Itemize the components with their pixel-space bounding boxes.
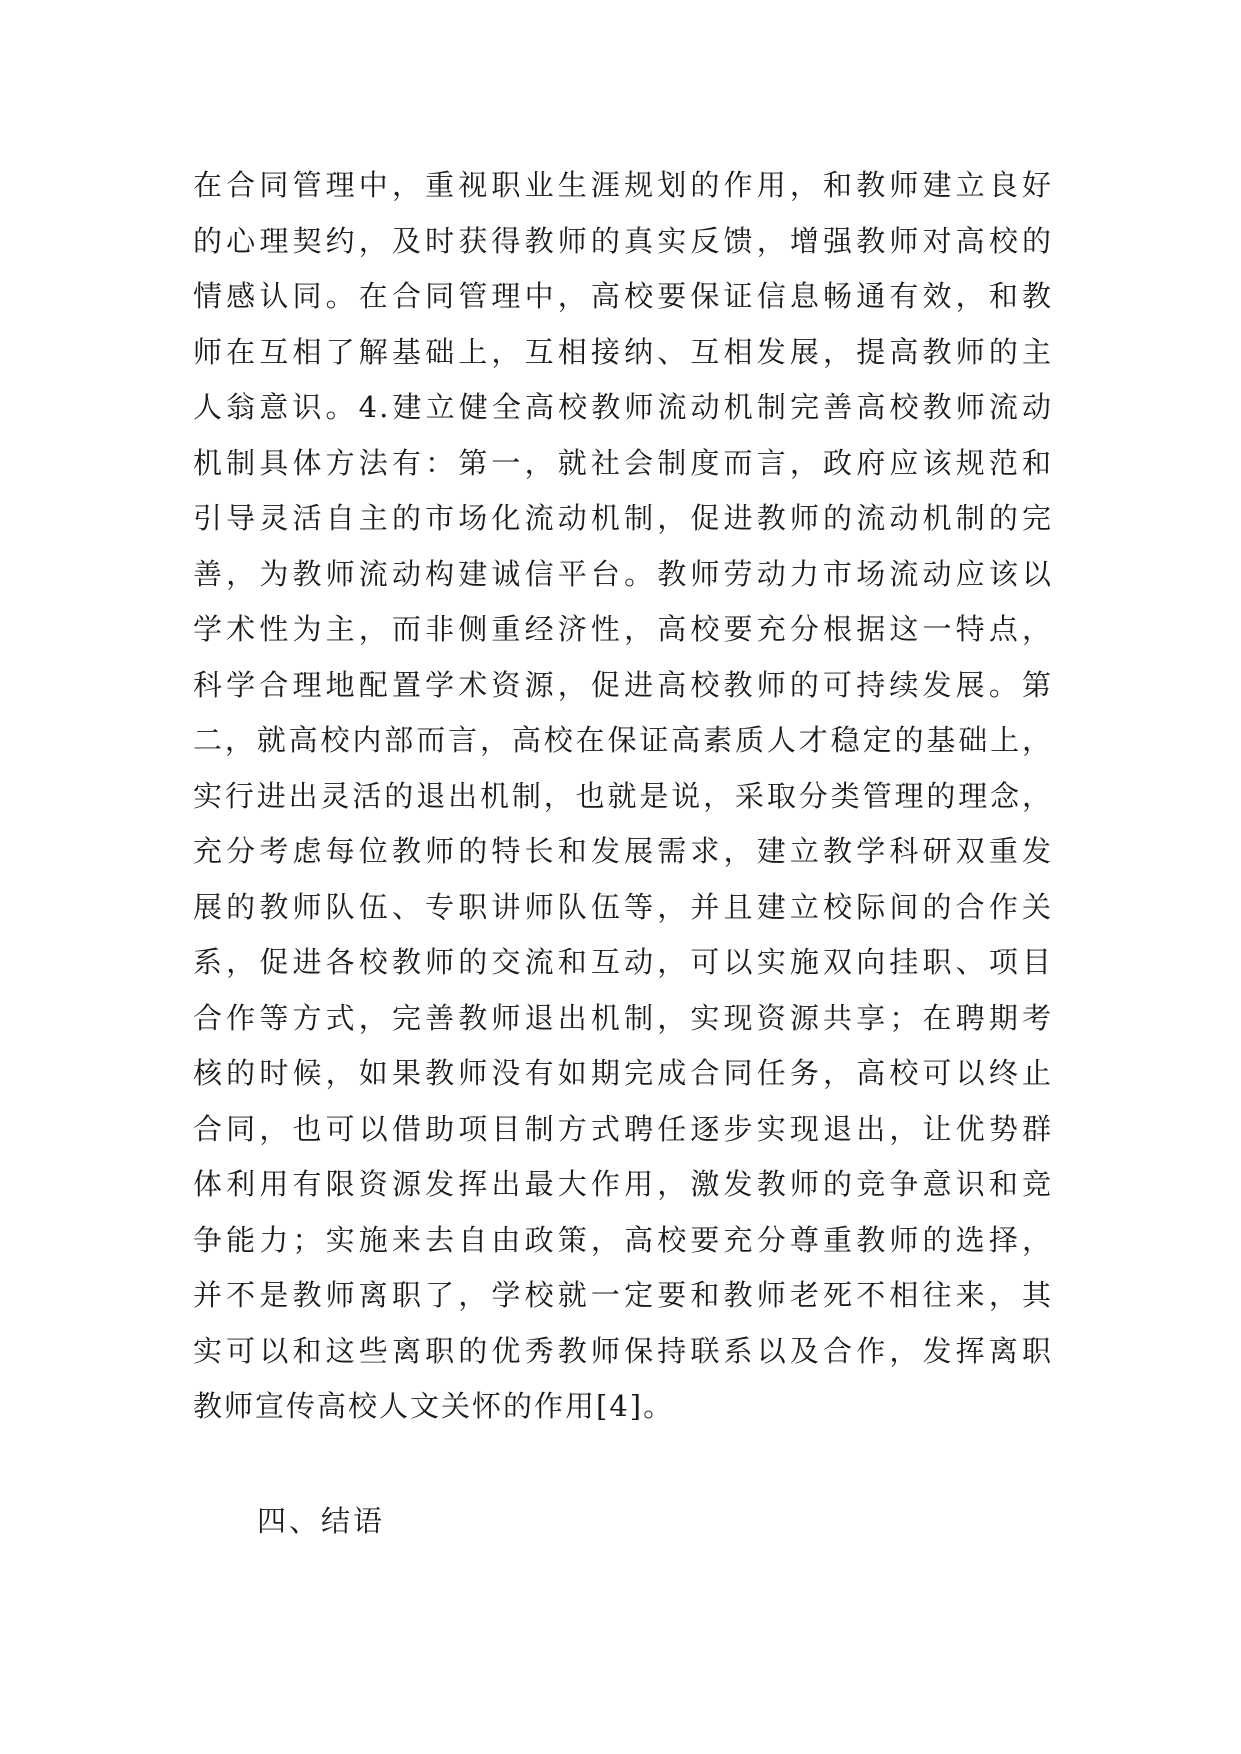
text-line: 并不是教师离职了，学校就一定要和教师老死不相往来，其 — [193, 1278, 1053, 1312]
text-line: 的心理契约，及时获得教师的真实反馈，增强教师对高校的 — [193, 223, 1053, 258]
text-line: 争能力；实施来去自由政策，高校要充分尊重教师的选择， — [193, 1222, 1053, 1257]
text-line: 情感认同。在合同管理中，高校要保证信息畅通有效，和教 — [193, 279, 1053, 313]
text-line: 师在互相了解基础上，互相接纳、互相发展，提高教师的主 — [193, 334, 1053, 369]
text-line: 人翁意识。4.建立健全高校教师流动机制完善高校教师流动 — [193, 390, 1053, 424]
text-line: 合作等方式，完善教师退出机制，实现资源共享；在聘期考 — [193, 1000, 1053, 1035]
text-line: 体利用有限资源发挥出最大作用，激发教师的竞争意识和竞 — [193, 1167, 1053, 1201]
text-line: 系，促进各校教师的交流和互动，可以实施双向挂职、项目 — [193, 945, 1053, 979]
text-line: 善，为教师流动构建诚信平台。教师劳动力市场流动应该以 — [193, 556, 1053, 591]
text-line: 实可以和这些离职的优秀教师保持联系以及合作，发挥离职 — [193, 1333, 1053, 1368]
text-line: 展的教师队伍、专职讲师队伍等，并且建立校际间的合作关 — [193, 889, 1053, 924]
text-line: 合同，也可以借助项目制方式聘任逐步实现退出，让优势群 — [193, 1111, 1053, 1146]
section-heading: 四、结语 — [257, 1504, 386, 1538]
text-line: 在合同管理中，重视职业生涯规划的作用，和教师建立良好 — [193, 168, 1053, 202]
body-paragraph — [193, 158, 1053, 1435]
text-line: 科学合理地配置学术资源，促进高校教师的可持续发展。第 — [193, 667, 1053, 702]
text-line: 机制具体方法有：第一，就社会制度而言，政府应该规范和 — [193, 445, 1053, 480]
text-line: 实行进出灵活的退出机制，也就是说，采取分类管理的理念， — [193, 778, 1053, 813]
text-line-last: 教师宣传高校人文关怀的作用[4]。 — [193, 1389, 675, 1423]
text-line: 二，就高校内部而言，高校在保证高素质人才稳定的基础上， — [193, 723, 1053, 757]
text-line: 核的时候，如果教师没有如期完成合同任务，高校可以终止 — [193, 1056, 1053, 1090]
text-line: 学术性为主，而非侧重经济性，高校要充分根据这一特点， — [193, 612, 1053, 646]
text-line: 充分考虑每位教师的特长和发展需求，建立教学科研双重发 — [193, 834, 1053, 868]
text-line: 引导灵活自主的市场化流动机制，促进教师的流动机制的完 — [193, 501, 1053, 535]
